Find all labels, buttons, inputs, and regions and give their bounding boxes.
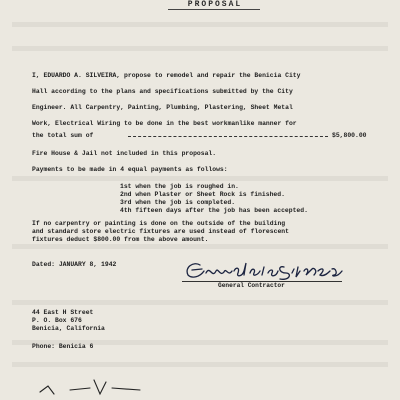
intro-line: I, EDUARDO A. SILVEIRA, propose to remodel and repair the Benicia City — [32, 72, 301, 79]
signer-title: General Contractor — [218, 282, 285, 289]
address-line: 44 East H Street — [32, 309, 94, 316]
handwritten-mark — [30, 372, 150, 398]
intro-line: Work, Electrical Wiring to be done in the best workmanlike manner for — [32, 120, 297, 127]
exclusion-note: Fire House & Jail not included in this proposal. — [32, 150, 217, 157]
intro-line: the total sum of — [32, 132, 94, 139]
bleed-through — [12, 176, 388, 181]
deduction-line: If no carpentry or painting is done on the outside of the building — [32, 220, 286, 227]
total-amount: $5,800.00 — [332, 132, 367, 139]
bleed-through — [12, 22, 388, 27]
phone-line: Phone: Benicia 6 — [32, 343, 94, 350]
deduction-line: and standard store electric fixtures are used instead of florescent — [32, 228, 289, 235]
payment-item: 4th fifteen days after the job has been accepted. — [120, 207, 308, 214]
intro-line: Hall according to the plans and specifications submitted by the City — [32, 88, 293, 95]
title-underline — [168, 9, 260, 10]
address-line: P. O. Box 676 — [32, 317, 82, 324]
date-line: Dated: JANUARY 8, 1942 — [32, 261, 117, 268]
payment-item: 2nd when Plaster or Sheet Rock is finished. — [120, 191, 285, 198]
amount-leader-line — [128, 136, 328, 137]
bleed-through — [12, 300, 388, 305]
bleed-through — [12, 244, 388, 249]
bleed-through — [12, 362, 388, 367]
bleed-through — [12, 46, 388, 51]
payments-intro: Payments to be made in 4 equal payments as follows: — [32, 166, 228, 173]
intro-line: Engineer. All Carpentry, Painting, Plumbing, Plastering, Sheet Metal — [32, 104, 293, 111]
deduction-line: fixtures deduct $800.00 from the above amount. — [32, 236, 209, 243]
address-line: Benicia, California — [32, 325, 105, 332]
payment-item: 1st when the job is roughed in. — [120, 183, 239, 190]
document-title: PROPOSAL — [187, 0, 243, 9]
payment-item: 3rd when the job is completed. — [120, 199, 236, 206]
